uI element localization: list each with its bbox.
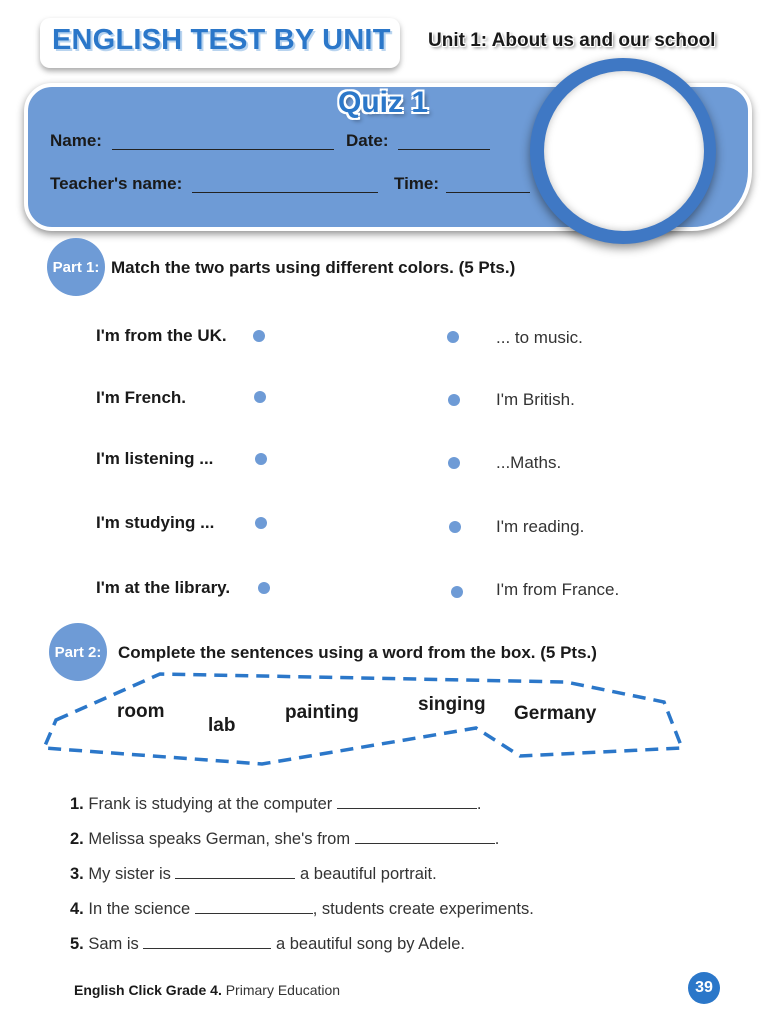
match-right-item: I'm reading. — [496, 517, 585, 536]
sentence-number: 1. — [70, 795, 84, 813]
page-title: ENGLISH TEST BY UNIT — [52, 24, 391, 56]
sentence-text: Melissa speaks German, she's from — [88, 830, 351, 848]
match-right-item: ...Maths. — [496, 453, 562, 472]
footer-book: English Click Grade 4. — [74, 982, 222, 998]
sentence-4 — [70, 899, 534, 919]
part2-badge: Part 2: — [49, 623, 107, 681]
match-right-item: I'm British. — [496, 390, 575, 409]
date-label: Date: — [346, 131, 389, 150]
teacher-name-label: Teacher's name: — [50, 174, 183, 193]
word-box-item: singing — [418, 694, 486, 715]
sentence-number: 4. — [70, 900, 84, 918]
sentence-text: . — [476, 795, 482, 813]
match-left-item: I'm studying ... — [96, 513, 215, 532]
match-right-item: ... to music. — [496, 328, 583, 347]
quiz-title: Quiz 1 — [338, 86, 429, 119]
sentence-text: a beautiful song by Adele. — [275, 935, 465, 953]
name-label: Name: — [50, 131, 102, 150]
unit-title: Unit 1: About us and our school — [428, 30, 716, 51]
sentence-text: a beautiful portrait. — [300, 865, 437, 883]
sentence-text: , students create experiments. — [312, 900, 534, 918]
answer-blank[interactable] — [337, 794, 477, 809]
sentence-text: In the science — [88, 900, 191, 918]
time-label: Time: — [394, 174, 440, 193]
answer-blank[interactable] — [355, 829, 495, 844]
sentence-1 — [70, 794, 482, 814]
match-left-item: I'm French. — [96, 388, 187, 407]
part2-instruction: Complete the sentences using a word from the box. (5 Pts.) — [118, 643, 597, 662]
footer-level: Primary Education — [225, 982, 341, 998]
sentence-text: Sam is — [88, 935, 139, 953]
answer-blank[interactable] — [195, 899, 313, 914]
match-left-item: I'm at the library. — [96, 578, 231, 597]
page-number: 39 — [688, 972, 720, 1004]
sentence-text: My sister is — [88, 865, 171, 883]
match-right-item: I'm from France. — [496, 580, 620, 599]
sentence-number: 2. — [70, 830, 84, 848]
sentence-text: Frank is studying at the computer — [88, 795, 333, 813]
footer-credit — [74, 982, 340, 998]
sentence-number: 5. — [70, 935, 84, 953]
part1-instruction: Match the two parts using different colors. (5 Pts.) — [111, 258, 516, 277]
sentence-number: 3. — [70, 865, 84, 883]
sentence-5 — [70, 934, 465, 954]
sentence-3 — [70, 864, 437, 884]
word-box-item: painting — [285, 702, 359, 723]
answer-blank[interactable] — [175, 864, 295, 879]
match-left-item: I'm from the UK. — [96, 326, 227, 345]
part1-badge: Part 1: — [47, 238, 105, 296]
word-box-item: Germany — [514, 703, 597, 724]
word-box-item: room — [117, 701, 165, 722]
answer-blank[interactable] — [143, 934, 271, 949]
sentence-2 — [70, 829, 499, 849]
match-left-item: I'm listening ... — [96, 449, 214, 468]
word-box-item: lab — [208, 715, 236, 736]
sentence-text: . — [494, 830, 500, 848]
